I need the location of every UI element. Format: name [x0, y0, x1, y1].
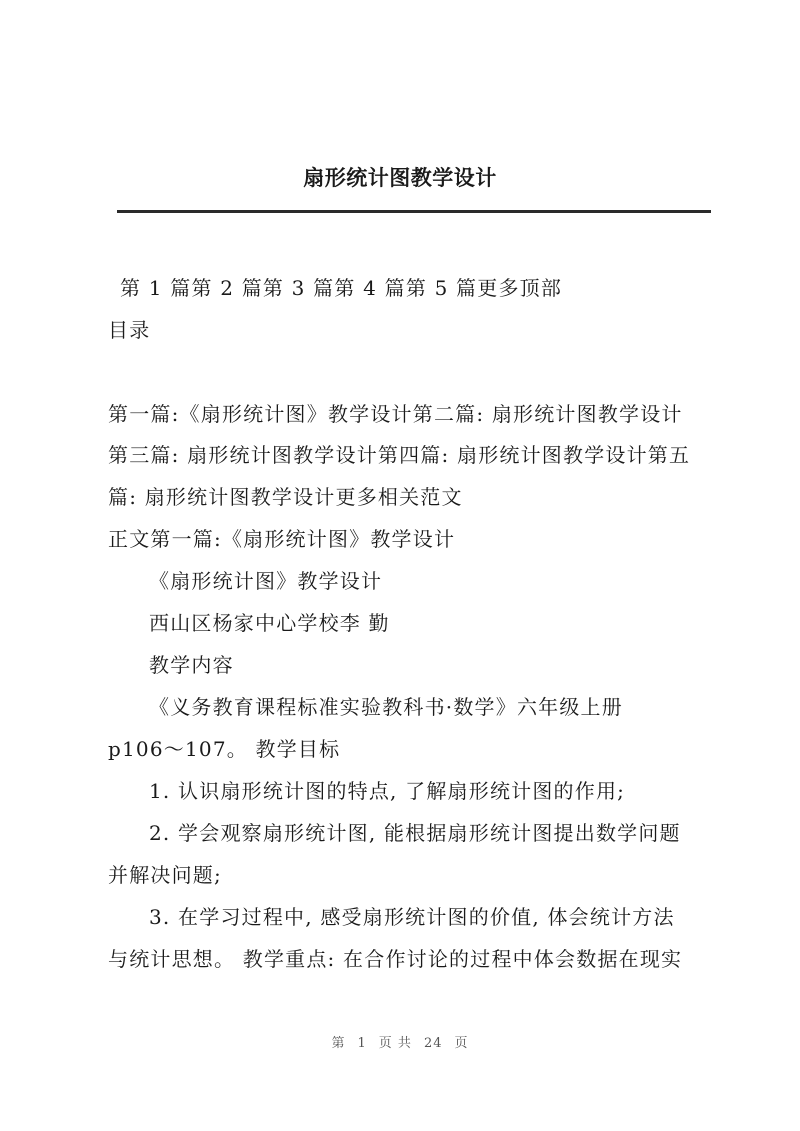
body-paragraph: 《扇形统计图》教学设计: [149, 569, 383, 593]
footer-of-label: 页 共: [378, 1036, 412, 1051]
body-paragraph: 与统计思想。 教学重点: 在合作讨论的过程中体会数据在现实: [108, 947, 683, 971]
nav-link-part-5[interactable]: 第 5 篇: [405, 276, 478, 300]
toc-line: 第一篇:《扇形统计图》教学设计第二篇: 扇形统计图教学设计: [108, 402, 683, 426]
nav-link-part-1[interactable]: 第 1 篇: [120, 276, 192, 300]
page-footer: [0, 1032, 800, 1051]
nav-link-part-2[interactable]: 第 2 篇: [191, 276, 263, 300]
body-paragraph: 2. 学会观察扇形统计图, 能根据扇形统计图提出数学问题: [149, 821, 681, 845]
nav-link-more[interactable]: 更多: [477, 276, 520, 300]
toc-heading: 目录: [108, 318, 151, 342]
title-underline: [117, 210, 711, 213]
body-paragraph: p106～107。 教学目标: [108, 737, 341, 761]
nav-link-top[interactable]: 顶部: [519, 276, 563, 300]
footer-page-suffix: 页: [454, 1036, 469, 1051]
footer-total-pages: 24: [423, 1036, 443, 1051]
body-paragraph: 教学内容: [149, 653, 234, 677]
toc-line: 篇: 扇形统计图教学设计更多相关范文: [108, 485, 463, 509]
body-paragraph: 并解决问题;: [108, 863, 222, 887]
nav-link-part-3[interactable]: 第 3 篇: [262, 276, 335, 300]
document-title: 扇形统计图教学设计: [303, 166, 497, 190]
section-nav: [120, 274, 562, 302]
footer-page-number: 1: [357, 1036, 367, 1051]
toc-line: 第三篇: 扇形统计图教学设计第四篇: 扇形统计图教学设计第五: [108, 443, 691, 467]
body-paragraph: 正文第一篇:《扇形统计图》教学设计: [108, 527, 456, 551]
footer-page-label: 第: [331, 1036, 346, 1051]
nav-link-part-4[interactable]: 第 4 篇: [334, 276, 406, 300]
body-paragraph: 3. 在学习过程中, 感受扇形统计图的价值, 体会统计方法: [149, 905, 675, 929]
body-paragraph: 西山区杨家中心学校李 勤: [149, 611, 390, 635]
body-paragraph: 1. 认识扇形统计图的特点, 了解扇形统计图的作用;: [149, 779, 626, 803]
body-paragraph: 《义务教育课程标准实验教科书·数学》六年级上册: [149, 695, 623, 719]
